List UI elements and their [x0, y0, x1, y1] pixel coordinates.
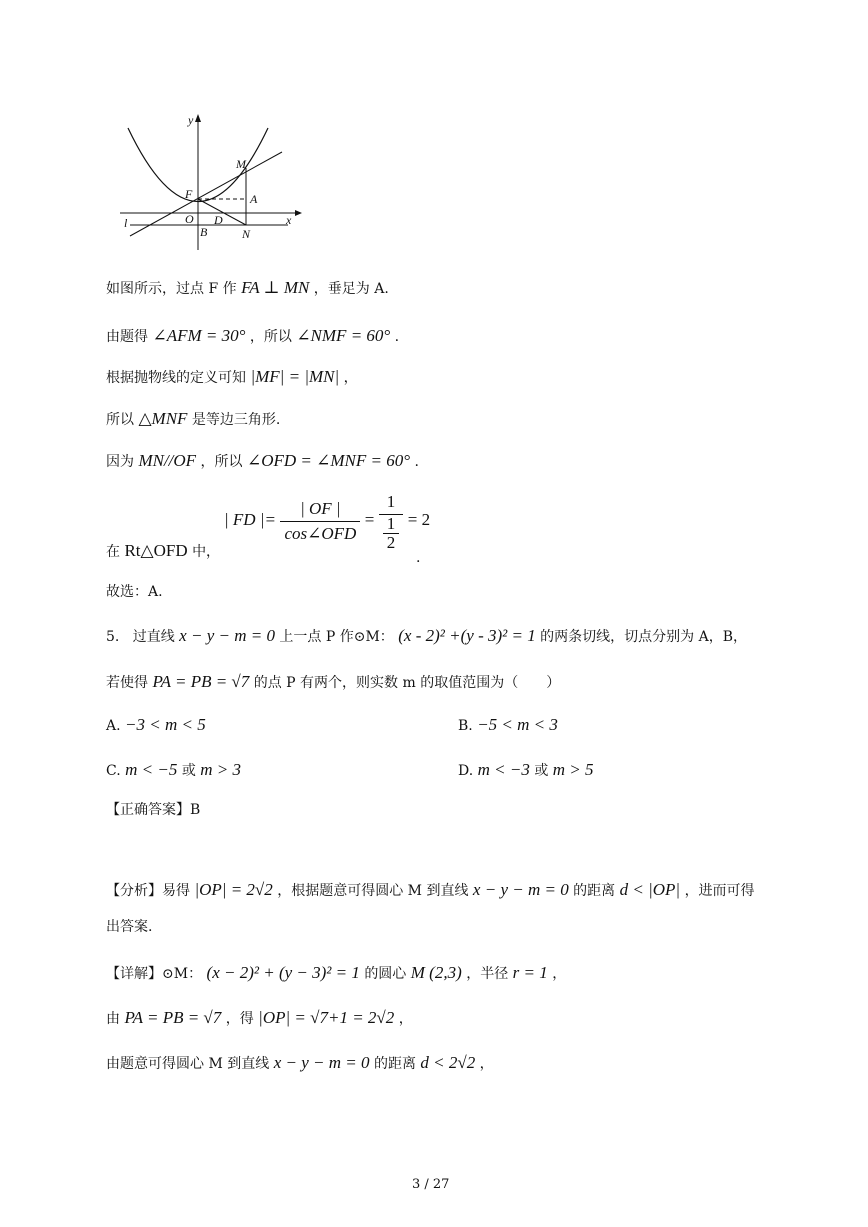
q5-correct-answer: 【正确答案】B [106, 802, 201, 818]
q5-detail-line3: 由题意可得圆心 M 到直线 x − y − m = 0 的距离 d < 2√2 ， [106, 1053, 494, 1072]
fraction-one-over-half: $\frac{1}{\frac{1}{2}}$ [379, 490, 404, 552]
q5-stem-line2: 若使得 PA = PB = √7 的点 P 有两个，则实数 m 的取值范围为（ ） [106, 672, 561, 691]
sol4-line4: 所以 △MNF 是等边三角形. [106, 409, 281, 428]
q5-analysis: 【分析】易得 |OP| = 2√2 ，根据题意可得圆心 M 到直线 x − y − m = 0 的距离 d < |OP| ，进而可得 [106, 880, 755, 899]
sol4-line3: 根据抛物线的定义可知 |MF| = |MN| ， [106, 367, 358, 386]
q5-analysis-cont: 出答案. [106, 919, 153, 935]
label-D: D [214, 213, 223, 227]
label-x: x [286, 213, 292, 227]
sol4-formula: | FD |= $\frac{| OF |}{\text{cos∠OFD}}$ = $\frac{1}{\frac{1}{2}}$ = 2 [224, 492, 431, 552]
label-M: M [236, 157, 246, 171]
sol4-line6: 在 Rt△OFD 中， [106, 541, 221, 560]
label-A: A [250, 192, 258, 206]
label-y: y [188, 113, 194, 127]
label-B: B [200, 225, 208, 239]
parabola-figure [110, 110, 310, 260]
q5-option-a[interactable]: A. −3 < m < 5 [106, 715, 206, 734]
q5-detail-line1: 【详解】⊙M： (x − 2)² + (y − 3)² = 1 的圆心 M (2,3) ，半径 r = 1 ， [106, 963, 567, 982]
q5-detail-line2: 由 PA = PB = √7 ，得 |OP| = √7+1 = 2√2 ， [106, 1008, 413, 1027]
fraction-of-fd: $\frac{| OF |}{\text{cos∠OFD}}$ [280, 497, 360, 546]
page-number: 3 / 27 [412, 1177, 450, 1192]
sol4-answer: 故选：A. [106, 584, 163, 600]
sol4-line5: 因为 MN//OF ，所以 ∠OFD = ∠MNF = 60° . [106, 451, 419, 470]
label-O: O [185, 212, 194, 226]
q5-option-d[interactable]: D. m < −3 或 m > 5 [458, 760, 594, 779]
q5-option-b[interactable]: B. −5 < m < 3 [458, 715, 558, 734]
sol4-line6-end: . [416, 550, 421, 566]
q5-option-c[interactable]: C. m < −5 或 m > 3 [106, 760, 242, 779]
label-N: N [242, 227, 251, 241]
label-F: F [185, 187, 193, 201]
q5-stem-line1: 5. 过直线 x − y − m = 0 上一点 P 作⊙M： (x - 2)² +(y - 3)² = 1 的两条切线，切点分别为 A，B， [106, 626, 748, 645]
sol4-line2: 由题得 ∠AFM = 30° ，所以 ∠NMF = 60° . [106, 326, 400, 345]
label-l: l [124, 216, 128, 230]
sol4-line1: 如图所示，过点 F 作 FA ⊥ MN ，垂足为 A. [106, 278, 389, 297]
